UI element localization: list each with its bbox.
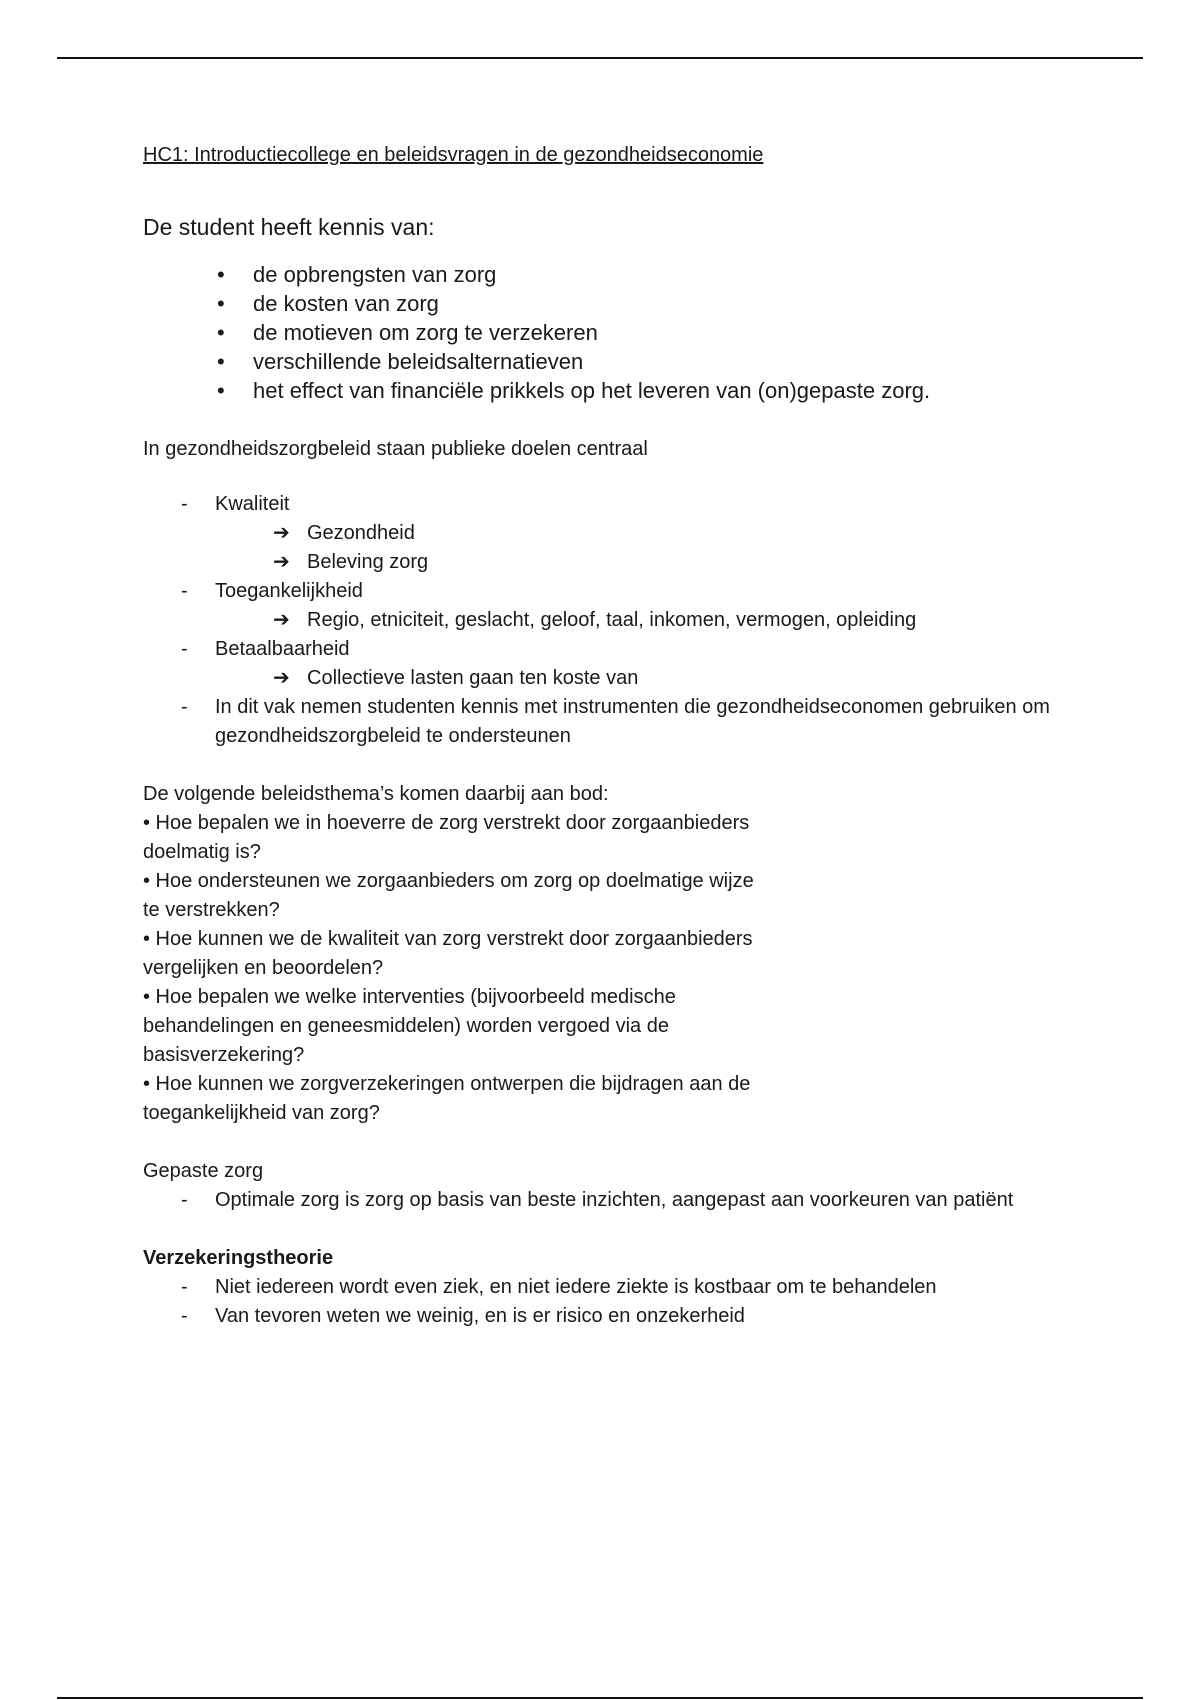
arrow-right-icon: ➔ <box>273 522 290 544</box>
goals-intro: In gezondheidszorgbeleid staan publieke doelen centraal <box>143 438 648 460</box>
knowledge-item: • verschillende beleidsalternatieven <box>217 347 1083 376</box>
theme-line: • Hoe kunnen we de kwaliteit van zorg verstrekt door zorgaanbieders <box>143 928 753 950</box>
goal-subitem-text: Collectieve lasten gaan ten koste van <box>307 667 639 689</box>
knowledge-item: • de opbrengsten van zorg <box>217 260 1083 289</box>
gepaste-zorg-section <box>143 1157 1083 1215</box>
theme-line: doelmatig is? <box>143 841 261 863</box>
goal-subitem-text: Beleving zorg <box>307 551 429 573</box>
theme-line: • Hoe bepalen we welke interventies (bijvoorbeeld medische <box>143 986 676 1008</box>
goal-subitem-text: Regio, etniciteit, geslacht, geloof, taal, inkomen, vermogen, opleiding <box>307 609 917 631</box>
dash-marker: - <box>181 638 188 660</box>
goal-label: Kwaliteit <box>215 493 290 515</box>
goal-subitem-text: Gezondheid <box>307 522 415 544</box>
knowledge-list <box>143 260 1083 405</box>
theme-line: behandelingen en geneesmiddelen) worden vergoed via de <box>143 1015 669 1037</box>
section-heading: Gepaste zorg <box>143 1160 264 1182</box>
gepaste-list <box>143 1186 1083 1215</box>
goal-subitem <box>273 519 1083 548</box>
document-body <box>143 140 1083 1331</box>
top-rule <box>57 57 1143 59</box>
goal-subitem <box>273 606 1083 635</box>
knowledge-item: • de kosten van zorg <box>217 289 1083 318</box>
theme-line: • Hoe ondersteunen we zorgaanbieders om zorg op doelmatige wijze <box>143 870 754 892</box>
theme-line: vergelijken en beoordelen? <box>143 957 384 979</box>
list-item-text: Optimale zorg is zorg op basis van beste inzichten, aangepast aan voorkeuren van patiënt <box>215 1189 1014 1211</box>
knowledge-item: • de motieven om zorg te verzekeren <box>217 318 1083 347</box>
section-heading: Verzekeringstheorie <box>143 1247 334 1269</box>
arrow-right-icon: ➔ <box>273 609 290 631</box>
bottom-rule <box>57 1697 1143 1699</box>
goal-sublist <box>215 606 1083 635</box>
document-title: HC1: Introductiecollege en beleidsvragen in de gezondheidseconomie <box>143 144 764 166</box>
learning-goals-intro: De student heeft kennis van: <box>143 214 435 240</box>
goal-item-betaalbaarheid <box>181 635 1083 693</box>
dash-marker: - <box>181 1189 188 1211</box>
dash-marker: - <box>181 1276 188 1298</box>
theme-line: toegankelijkheid van zorg? <box>143 1102 380 1124</box>
list-item-text: Van tevoren weten we weinig, en is er risico en onzekerheid <box>215 1305 745 1327</box>
goal-item-course <box>181 693 1083 751</box>
verzekeringstheorie-section <box>143 1244 1083 1331</box>
list-item <box>181 1302 1083 1331</box>
list-item <box>181 1273 1083 1302</box>
theme-line: te verstrekken? <box>143 899 280 921</box>
arrow-right-icon: ➔ <box>273 667 290 689</box>
policy-themes <box>143 780 1083 1128</box>
goal-label: In dit vak nemen studenten kennis met instrumenten die gezondheidseconomen gebruiken om gezondheidszorgbeleid te ondersteunen <box>215 696 1050 747</box>
goal-sublist <box>215 664 1083 693</box>
goal-item-toegankelijkheid <box>181 577 1083 635</box>
theme-line: • Hoe kunnen we zorgverzekeringen ontwerpen die bijdragen aan de <box>143 1073 751 1095</box>
theme-line: • Hoe bepalen we in hoeverre de zorg verstrekt door zorgaanbieders <box>143 812 750 834</box>
theme-line: basisverzekering? <box>143 1044 305 1066</box>
goal-item-kwaliteit <box>181 490 1083 577</box>
list-item <box>181 1186 1083 1215</box>
arrow-right-icon: ➔ <box>273 551 290 573</box>
list-item-text: Niet iedereen wordt even ziek, en niet iedere ziekte is kostbaar om te behandelen <box>215 1276 937 1298</box>
goal-subitem <box>273 664 1083 693</box>
goal-label: Toegankelijkheid <box>215 580 363 602</box>
dash-marker: - <box>181 696 188 718</box>
goal-sublist <box>215 519 1083 577</box>
goal-label: Betaalbaarheid <box>215 638 350 660</box>
themes-intro: De volgende beleidsthema’s komen daarbij aan bod: <box>143 783 609 805</box>
verzekering-list <box>143 1273 1083 1331</box>
public-goals-list <box>143 490 1083 751</box>
goal-subitem <box>273 548 1083 577</box>
dash-marker: - <box>181 1305 188 1327</box>
dash-marker: - <box>181 580 188 602</box>
dash-marker: - <box>181 493 188 515</box>
knowledge-item: • het effect van financiële prikkels op het leveren van (on)gepaste zorg. <box>217 376 1083 405</box>
